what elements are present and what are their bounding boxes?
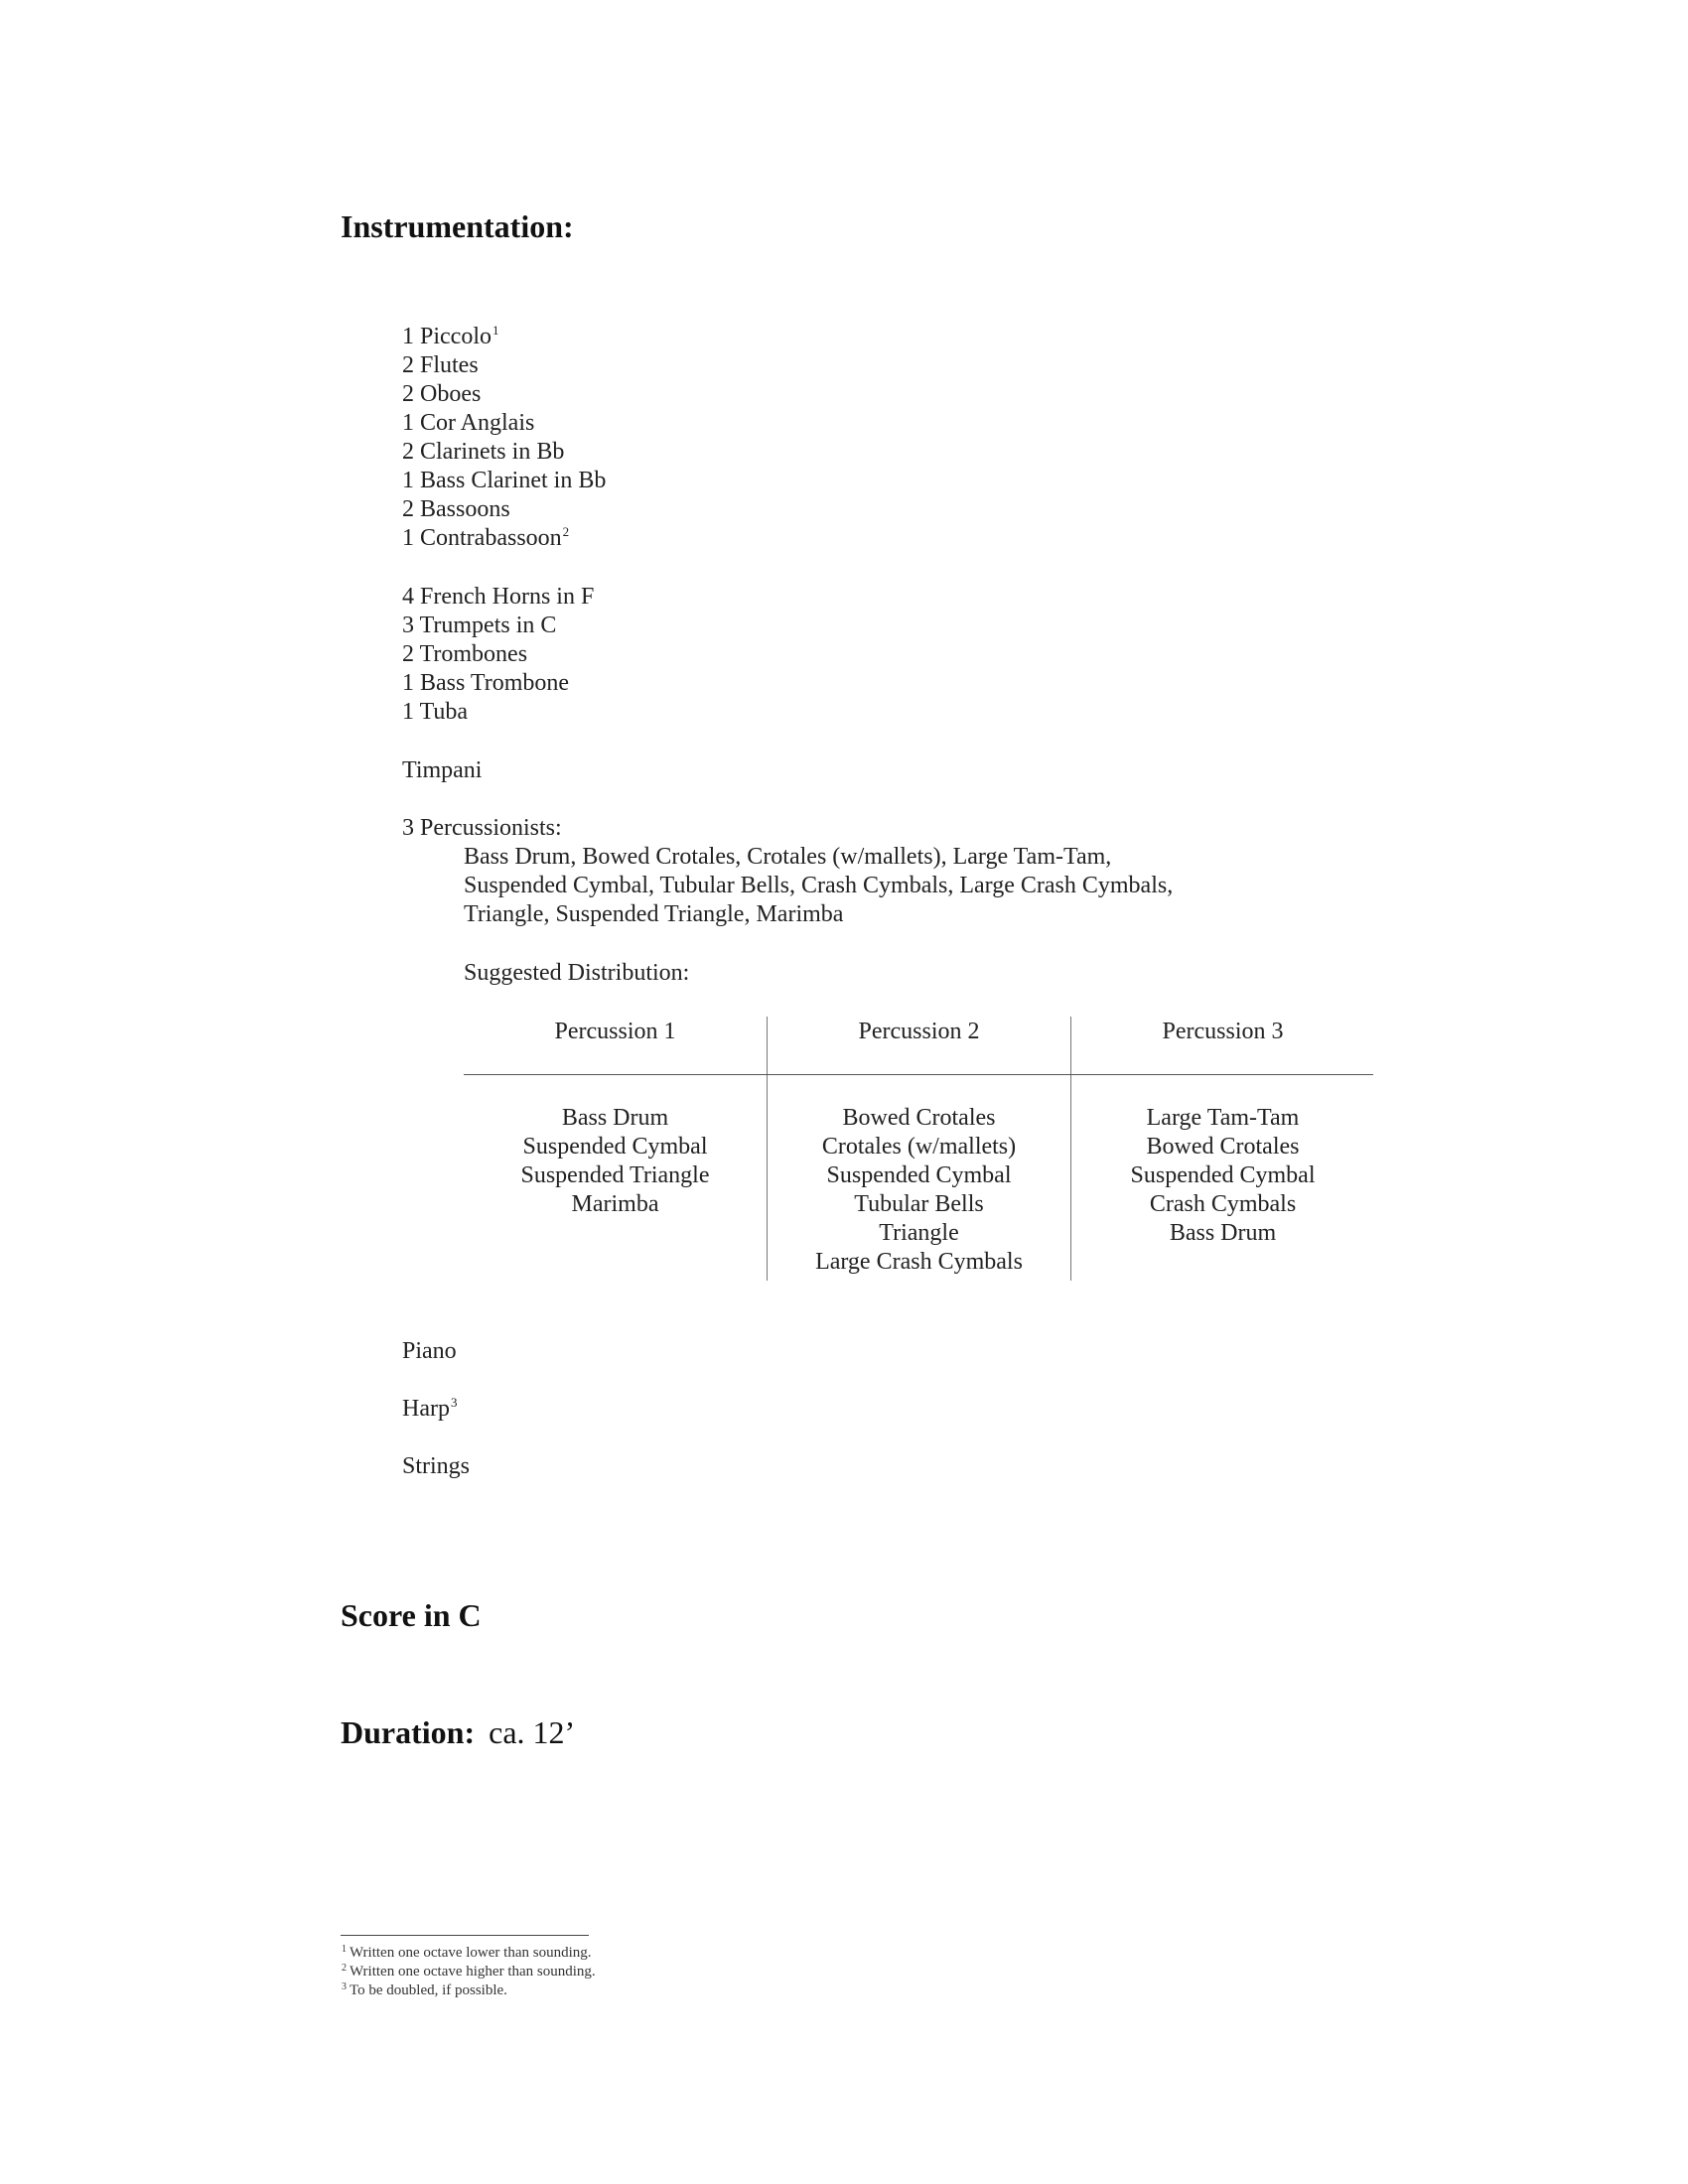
timpani-item: Timpani — [402, 757, 483, 783]
distribution-column — [1071, 1017, 1374, 1281]
strings-item: Strings — [402, 1453, 471, 1479]
distribution-column — [464, 1017, 767, 1281]
footnote-mark: 1 — [492, 323, 499, 338]
distribution-item: Crash Cymbals — [1149, 1191, 1297, 1217]
piano-item: Piano — [402, 1338, 457, 1364]
instrumentation-heading: Instrumentation: — [341, 208, 574, 244]
distribution-item: Suspended Cymbal — [826, 1162, 1012, 1188]
woodwind-item: 2 Oboes — [402, 381, 482, 407]
footnote-mark: 1 — [342, 1944, 347, 1955]
distribution-item: Crotales (w/mallets) — [821, 1134, 1017, 1160]
column-header: Percussion 1 — [554, 1019, 676, 1044]
percussion-label: 3 Percussionists: — [402, 815, 562, 841]
distribution-item: Triangle — [879, 1220, 959, 1246]
percussion-instruments-line: Bass Drum, Bowed Crotales, Crotales (w/mallets), Large Tam-Tam, — [464, 844, 1112, 870]
woodwind-item: 2 Flutes — [402, 352, 479, 378]
footnote-mark: 3 — [342, 1981, 347, 1992]
brass-item: 3 Trumpets in C — [402, 613, 557, 638]
column-items — [464, 1104, 767, 1219]
distribution-column — [768, 1017, 1070, 1281]
distribution-item: Suspended Triangle — [520, 1162, 710, 1188]
footnote-mark: 2 — [562, 524, 570, 539]
distribution-table — [464, 1017, 1373, 1281]
duration-heading — [341, 1714, 575, 1751]
brass-item: 1 Bass Trombone — [402, 670, 570, 696]
footnote: $^3$ To be doubled, if possible. — [342, 1981, 507, 1998]
column-items — [1071, 1104, 1374, 1248]
column-items — [768, 1104, 1070, 1277]
distribution-item: Large Crash Cymbals — [815, 1249, 1023, 1275]
woodwind-item: 1 Piccolo$^1$ — [402, 323, 499, 349]
distribution-item: Suspended Cymbal — [1130, 1162, 1316, 1188]
footnote-mark: 2 — [342, 1963, 347, 1974]
harp-item: Harp$^3$ — [402, 1395, 458, 1422]
header-divider — [464, 1074, 1373, 1075]
score-heading: Score in C — [341, 1597, 482, 1633]
percussion-instruments — [464, 843, 1173, 929]
column-header: Percussion 2 — [858, 1019, 980, 1044]
woodwind-item: 1 Bass Clarinet in Bb — [402, 468, 607, 493]
distribution-item: Suspended Cymbal — [522, 1134, 708, 1160]
woodwind-item: 2 Clarinets in Bb — [402, 439, 565, 465]
woodwind-item: 2 Bassoons — [402, 496, 510, 522]
duration-label: Duration: — [341, 1714, 476, 1750]
woodwind-item: 1 Cor Anglais — [402, 410, 535, 436]
duration-value: ca. 12’ — [489, 1714, 576, 1750]
distribution-label: Suggested Distribution: — [464, 960, 690, 986]
distribution-item: Bass Drum — [1169, 1220, 1277, 1246]
distribution-item: Bowed Crotales — [1146, 1134, 1300, 1160]
distribution-item: Bowed Crotales — [842, 1105, 996, 1131]
distribution-item: Large Tam-Tam — [1146, 1105, 1300, 1131]
brass-item: 4 French Horns in F — [402, 584, 595, 610]
distribution-item: Marimba — [571, 1191, 659, 1217]
percussion-instruments-line: Suspended Cymbal, Tubular Bells, Crash Cymbals, Large Crash Cymbals, — [464, 873, 1174, 898]
distribution-item: Tubular Bells — [854, 1191, 984, 1217]
brass-list — [402, 583, 594, 727]
woodwind-list — [402, 323, 606, 553]
footnote: $^2$ Written one octave higher than sounding. — [342, 1963, 596, 1979]
footnote: $^1$ Written one octave lower than sounding. — [342, 1944, 592, 1961]
footnote-mark: 3 — [450, 1395, 458, 1410]
distribution-item: Bass Drum — [561, 1105, 669, 1131]
column-header: Percussion 3 — [1162, 1019, 1284, 1044]
brass-item: 1 Tuba — [402, 699, 469, 725]
footnotes — [341, 1944, 596, 2000]
percussion-instruments-line: Triangle, Suspended Triangle, Marimba — [464, 901, 844, 927]
footnote-rule — [341, 1935, 589, 1936]
woodwind-item: 1 Contrabassoon$^2$ — [402, 524, 570, 551]
brass-item: 2 Trombones — [402, 641, 528, 667]
